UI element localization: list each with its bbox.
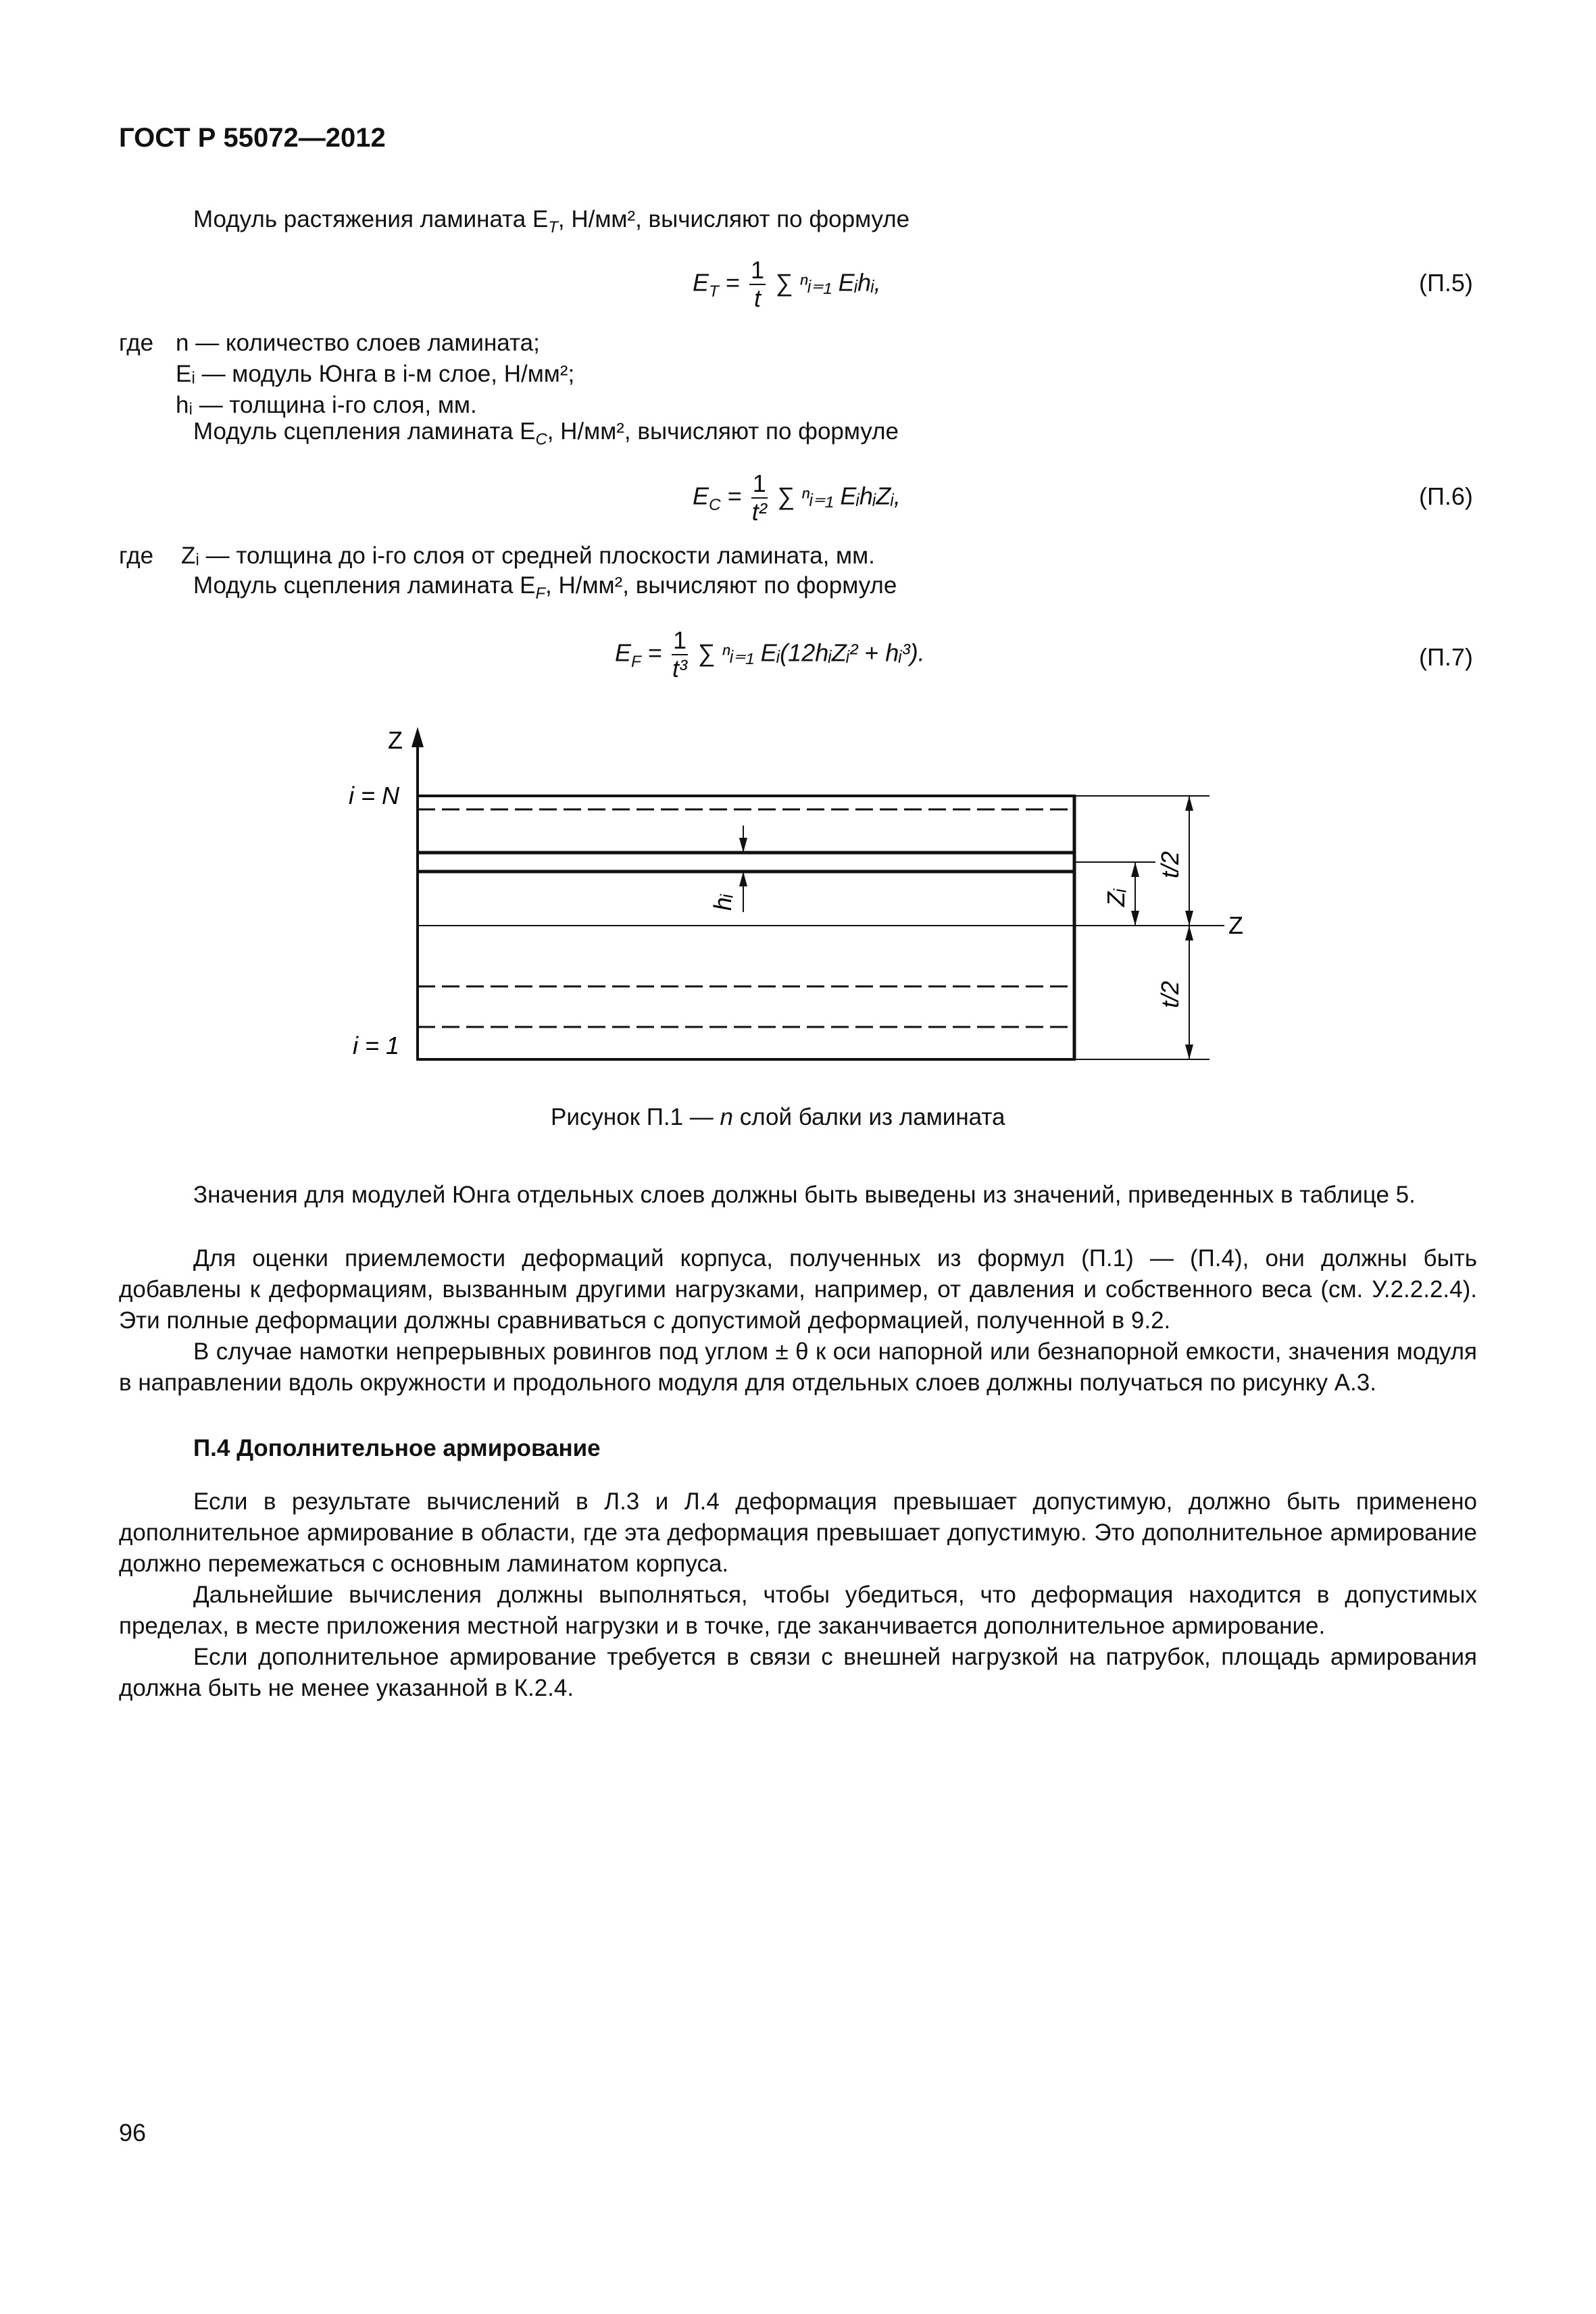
formula-p5: $E_T$ = $\frac{1}{t}$ ∑ ⁿᵢ₌₁ Eᵢhᵢ, bbox=[693, 256, 881, 312]
eq5-lhs-sub: T bbox=[709, 282, 719, 301]
eq7-body: ∑ ⁿᵢ₌₁ Eᵢ(12hᵢZᵢ² + hᵢ³). bbox=[697, 638, 925, 667]
eq5-lhs: E bbox=[693, 268, 709, 297]
caption-prefix: Рисунок П.1 — bbox=[551, 1104, 720, 1130]
eq5-body: ∑ ⁿᵢ₌₁ Eᵢhᵢ, bbox=[775, 268, 881, 297]
page-number: 96 bbox=[119, 2119, 147, 2146]
zi-label: Zᵢ bbox=[1102, 888, 1130, 907]
definition-z: Zᵢ — толщина до i-го слоя от средней плоскости ламината, мм. bbox=[181, 543, 875, 569]
eq5-denominator: t bbox=[754, 284, 762, 312]
zi-arrow-top bbox=[1131, 862, 1139, 877]
eq7-lhs: E bbox=[615, 638, 632, 667]
paragraph-further-calculations: Дальнейшие вычисления должны выполняться, чтобы убедиться, что деформация находится в допустимых пределах, в месте приложения местной нагрузки и в точке, где заканчивается дополнительное армирование. bbox=[119, 1582, 1477, 1639]
section-title: П.4 Дополнительное армирование bbox=[193, 1435, 601, 1461]
zi-arrow-bottom bbox=[1131, 911, 1139, 926]
definition-h: hᵢ — толщина i-го слоя, мм. bbox=[176, 392, 477, 418]
t2-top-arrow-up bbox=[1185, 796, 1193, 811]
paragraph-nozzle: Если дополнительное армирование требуется в связи с внешней нагрузкой на патрубок, площадь армирования должна быть не менее указанной в К.2.4. bbox=[119, 1644, 1477, 1701]
definition-n: n — количество слоев ламината; bbox=[176, 330, 540, 356]
hi-label: hᵢ bbox=[709, 894, 737, 911]
caption-rest: слой балки из ламината bbox=[733, 1104, 1005, 1130]
formula-p7: $E_F$ = $\frac{1}{\text{t³}}$ ∑ ⁿᵢ₌₁ Eᵢ(12hᵢZᵢ² + hᵢ³). bbox=[615, 626, 925, 682]
tension-sub: T bbox=[548, 218, 558, 236]
coupling-intro-rest: , Н/мм², вычисляют по формуле bbox=[547, 418, 899, 445]
z-axis-top-label: Z bbox=[388, 726, 403, 754]
figure-caption bbox=[551, 1104, 1005, 1131]
paragraph-young-modulus: Значения для модулей Юнга отдельных слоев должны быть выведены из значений, приведенных в таблице 5. bbox=[193, 1182, 1416, 1208]
label-i-n: i = N bbox=[349, 782, 400, 809]
hi-arrow-bottom-head bbox=[739, 872, 747, 886]
coupling-intro-text: Модуль сцепления ламината E bbox=[193, 418, 536, 445]
flex-intro-text: Модуль сцепления ламината E bbox=[193, 572, 536, 599]
eq6-lhs: E bbox=[693, 482, 709, 510]
laminate-layers-figure bbox=[0, 0, 1596, 1149]
tension-intro-rest: , Н/мм², вычисляют по формуле bbox=[557, 206, 910, 232]
hi-arrow-top-head bbox=[739, 838, 747, 853]
eq6-label: (П.6) bbox=[1419, 482, 1473, 510]
eq7-numerator: 1 bbox=[673, 626, 687, 654]
formula-p6: $E_C$ = $\frac{1}{\text{t²}}$ ∑ ⁿᵢ₌₁ EᵢhᵢZᵢ, bbox=[693, 470, 901, 526]
flex-sub: F bbox=[535, 584, 546, 603]
where-label-1: где bbox=[119, 330, 154, 356]
t2-top-arrow-down bbox=[1185, 911, 1193, 926]
eq6-denominator: t² bbox=[751, 498, 767, 526]
label-i-1: i = 1 bbox=[353, 1032, 400, 1059]
caption-n: n bbox=[720, 1104, 733, 1130]
tension-intro-text: Модуль растяжения ламината E bbox=[193, 206, 549, 232]
eq6-body: ∑ ⁿᵢ₌₁ EᵢhᵢZᵢ, bbox=[776, 482, 901, 510]
t2-bottom-arrow-up bbox=[1185, 926, 1193, 940]
eq7-lhs-sub: F bbox=[631, 652, 641, 671]
eq7-label: (П.7) bbox=[1419, 643, 1473, 671]
eq6-numerator: 1 bbox=[752, 470, 766, 497]
laminate-outline bbox=[418, 796, 1074, 1059]
t2-top-label: t/2 bbox=[1156, 851, 1184, 878]
eq5-numerator: 1 bbox=[751, 256, 765, 284]
eq7-denominator: t³ bbox=[672, 655, 688, 682]
flex-intro-rest: , Н/мм², вычисляют по формуле bbox=[545, 572, 897, 599]
paragraph-reinforcement: Если в результате вычислений в Л.3 и Л.4 деформация превышает допустимую, должно быть применено дополнительное армирование в области, где эта деформация превышает допустимую. Это дополнительное армирование должно перемежаться с основным ламинатом корпуса. bbox=[119, 1488, 1477, 1577]
paragraph-winding: В случае намотки непрерывных ровингов под углом ± θ к оси напорной или безнапорной емкости, значения модуля в направлении вдоль окружности и продольного модуля для отдельных слоев должны получаться по рисунку А.3. bbox=[119, 1338, 1477, 1396]
eq5-label: (П.5) bbox=[1419, 269, 1473, 297]
where-label-2: где bbox=[119, 543, 154, 569]
t2-bottom-label: t/2 bbox=[1156, 980, 1184, 1008]
paragraph-deformation-check: Для оценки приемлемости деформаций корпуса, полученных из формул (П.1) — (П.4), они должны быть добавлены к деформациям, вызванным другими нагрузками, например, от давления и собственного веса (см. У.2.2.2.4). Эти полные деформации должны сравниваться с допустимой деформацией, полученной в 9.2. bbox=[119, 1245, 1477, 1334]
definition-e: Eᵢ — модуль Юнга в i-м слое, Н/мм²; bbox=[176, 361, 575, 387]
coupling-sub: C bbox=[535, 430, 547, 449]
z-right-label: Z bbox=[1228, 911, 1243, 939]
document-header: ГОСТ Р 55072—2012 bbox=[119, 123, 386, 153]
t2-bottom-arrow-down bbox=[1185, 1045, 1193, 1059]
z-axis-arrow bbox=[412, 727, 424, 747]
eq6-lhs-sub: C bbox=[709, 495, 721, 514]
